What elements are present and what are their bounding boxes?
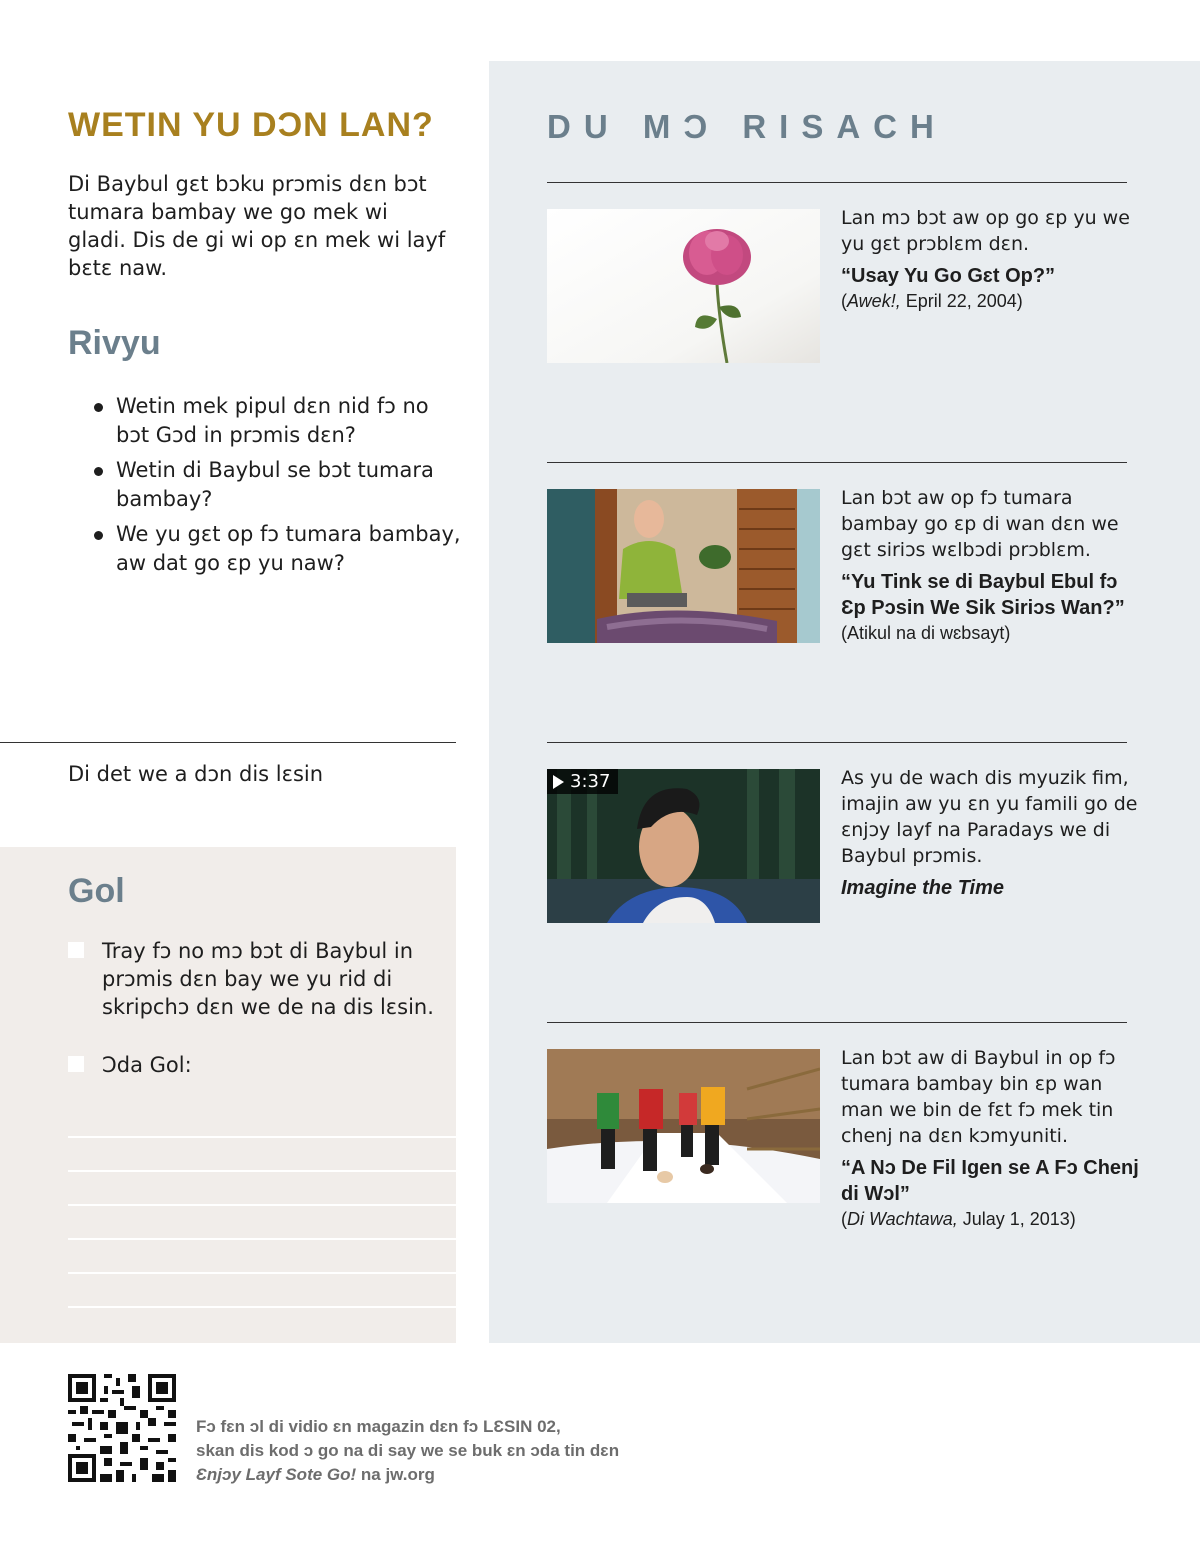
resource-source: (Awek!, Epril 22, 2004)	[841, 291, 1023, 311]
resource-text: As yu de wach dis myuzik fim, imajin aw yu ɛn yu famili go de ɛnjɔy layf na Paradays we di Baybul prɔmis. Imagine the Time	[841, 765, 1141, 901]
checkbox-icon[interactable]	[68, 942, 84, 958]
review-item: Wetin mek pipul dɛn nid fɔ no bɔt Gɔd in prɔmis dɛn?	[92, 392, 462, 450]
divider	[547, 182, 1127, 183]
checkbox-icon[interactable]	[68, 1056, 84, 1072]
review-item: We yu gɛt op fɔ tumara bambay, aw dat go ɛp yu naw?	[92, 520, 462, 578]
review-item: Wetin di Baybul se bɔt tumara bambay?	[92, 456, 462, 514]
summary-intro: Di Baybul gɛt bɔku prɔmis dɛn bɔt tumara bambay we go mek wi gladi. Dis de gi wi op ɛn mek wi layf bɛtɛ naw.	[68, 172, 446, 280]
completion-date-label: Di det we a dɔn dis lɛsin	[68, 762, 324, 786]
lesson-summary-title: WETIN YU DƆN LAN?	[68, 106, 434, 144]
resource-text: Lan bɔt aw op fɔ tumara bambay go ɛp di wan dɛn we gɛt siriɔs wɛlbɔdi prɔblɛm. “Yu Tink se di Baybul Ebul fɔ Ɛp Pɔsin We Sik Siriɔs Wan?” (Atikul na di wɛbsayt)	[841, 485, 1141, 645]
flower-photo[interactable]	[547, 209, 820, 363]
qr-code-icon[interactable]	[68, 1374, 176, 1482]
family-walking-snow-photo[interactable]	[547, 1049, 820, 1203]
goal-writing-lines[interactable]	[68, 1104, 456, 1308]
goal-title: Gol	[68, 872, 125, 910]
bullet-icon	[94, 531, 103, 540]
resource-link[interactable]: “Yu Tink se di Baybul Ebul fɔ Ɛp Pɔsin We Sik Siriɔs Wan?”	[841, 571, 1125, 619]
video-duration-badge: 3:37	[547, 769, 618, 794]
resource-link[interactable]: “Usay Yu Go Gɛt Op?”	[841, 265, 1056, 287]
goal-item[interactable]: Tray fɔ no mɔ bɔt di Baybul in prɔmis dɛn bay we yu rid di skripchɔ dɛn we de na dis lɛsin.	[68, 937, 438, 1021]
resource-text: Lan mɔ bɔt aw op go ɛp yu we yu gɛt prɔblɛm dɛn. “Usay Yu Go Gɛt Op?” (Awek!, Epril 22, 2004)	[841, 205, 1141, 313]
divider	[547, 1022, 1127, 1023]
resource-text: Lan bɔt aw di Baybul in op fɔ tumara bambay bin ɛp wan man we bin de fɛt fɔ mek tin chenj na dɛn kɔmyuniti. “A Nɔ De Fil Igen se A Fɔ Chenj di Wɔl” (Di Wachtawa, Julay 1, 2013)	[841, 1045, 1141, 1231]
review-list	[92, 392, 462, 584]
footer-note: Fɔ fɛn ɔl di vidio ɛn magazin dɛn fɔ LƐSIN 02, skan dis kod ɔ go na di say we se buk ɛn ɔda tin dɛn Ɛnjɔy Layf Sote Go! na jw.org	[196, 1417, 620, 1484]
goal-item-other[interactable]: Ɔda Gol:	[68, 1051, 438, 1079]
resource-source: (Di Wachtawa, Julay 1, 2013)	[841, 1209, 1076, 1229]
man-in-wheelchair-photo[interactable]	[547, 489, 820, 643]
resource-source: (Atikul na di wɛbsayt)	[841, 623, 1011, 643]
man-looking-up-video[interactable]	[547, 769, 820, 923]
more-research-title: DU MƆ RISACH	[547, 108, 947, 145]
resource-link[interactable]: “A Nɔ De Fil Igen se A Fɔ Chenj di Wɔl”	[841, 1157, 1139, 1205]
bullet-icon	[94, 467, 103, 476]
play-icon	[553, 775, 564, 789]
review-title: Rivyu	[68, 324, 161, 362]
divider	[0, 742, 456, 743]
divider	[547, 462, 1127, 463]
divider	[547, 742, 1127, 743]
resource-link[interactable]: Imagine the Time	[841, 877, 1005, 899]
bullet-icon	[94, 403, 103, 412]
